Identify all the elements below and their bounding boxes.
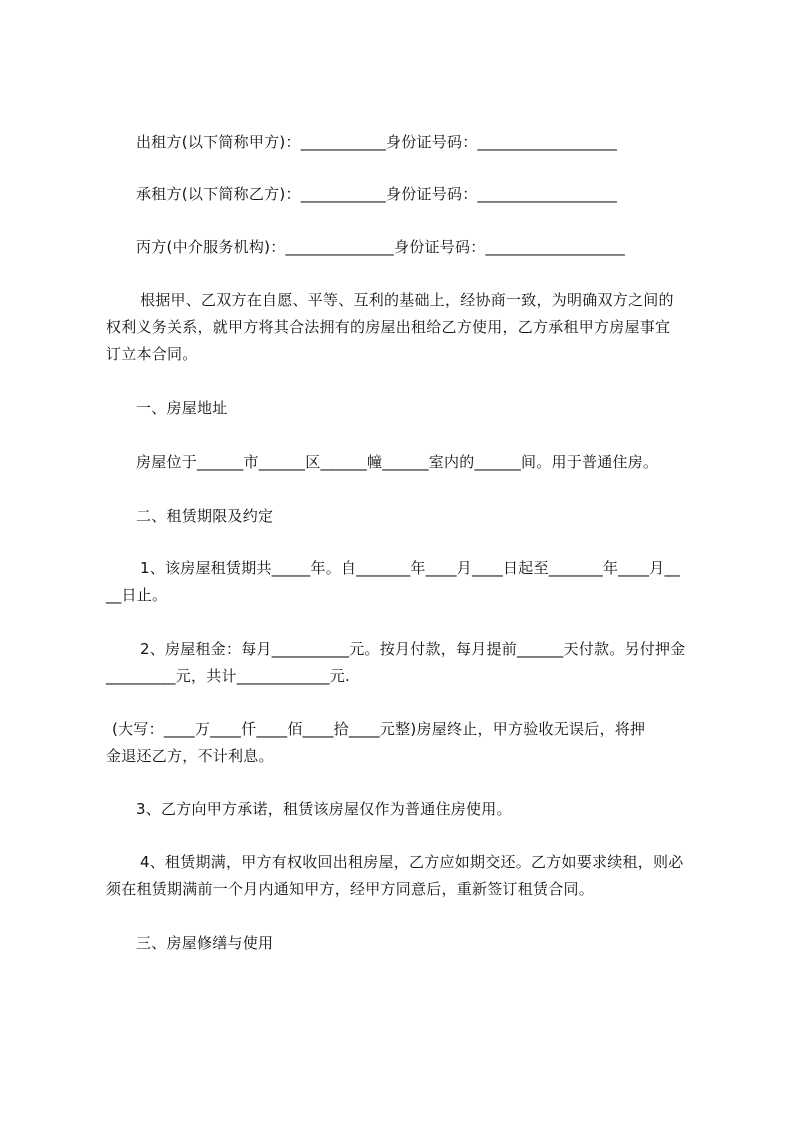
intro-line-2: 权利义务关系，就甲方将其合法拥有的房屋出租给乙方使用，乙方承租甲方房屋事宜 [106, 318, 671, 336]
term-line-1: 1、该房屋租赁期共_____年。自_______年____月____日起至_______年____月__ [140, 559, 681, 577]
term-line-2: __日止。 [106, 586, 168, 604]
address-line: 房屋位于______市______区______幢______室内的______间。用于普通住房。 [136, 453, 659, 471]
rent-line-1: 2、房屋租金：每月__________元。按月付款，每月提前______天付款。另付押金 [140, 640, 686, 658]
intro-line-1: 根据甲、乙双方在自愿、平等、互利的基础上，经协商一致，为明确双方之间的 [140, 291, 674, 309]
section-2-heading: 二、租赁期限及约定 [136, 507, 274, 525]
rent-line-2: _________元，共计____________元. [106, 667, 351, 685]
deposit-line-1: (大写：____万____仟____佰____拾____元整)房屋终止，甲方验收无误后，将押 [112, 720, 646, 738]
lessor-line: 出租方(以下简称甲方)：___________身份证号码：__________________ [136, 133, 617, 151]
agency-line: 丙方(中介服务机构)：______________身份证号码：__________________ [136, 238, 625, 256]
expiry-line-2: 须在租赁期满前一个月内通知甲方，经甲方同意后，重新签订租赁合同。 [106, 880, 595, 898]
use-clause: 3、乙方向甲方承诺，租赁该房屋仅作为普通住房使用。 [136, 800, 512, 818]
lessee-line: 承租方(以下简称乙方)：___________身份证号码：__________________ [136, 185, 617, 203]
expiry-line-1: 4、租赁期满，甲方有权收回出租房屋，乙方应如期交还。乙方如要求续租，则必 [140, 853, 684, 871]
deposit-line-2: 金退还乙方，不计利息。 [106, 747, 274, 765]
section-3-heading: 三、房屋修缮与使用 [136, 934, 274, 952]
section-1-heading: 一、房屋地址 [136, 399, 228, 417]
intro-line-3: 订立本合同。 [106, 345, 198, 363]
